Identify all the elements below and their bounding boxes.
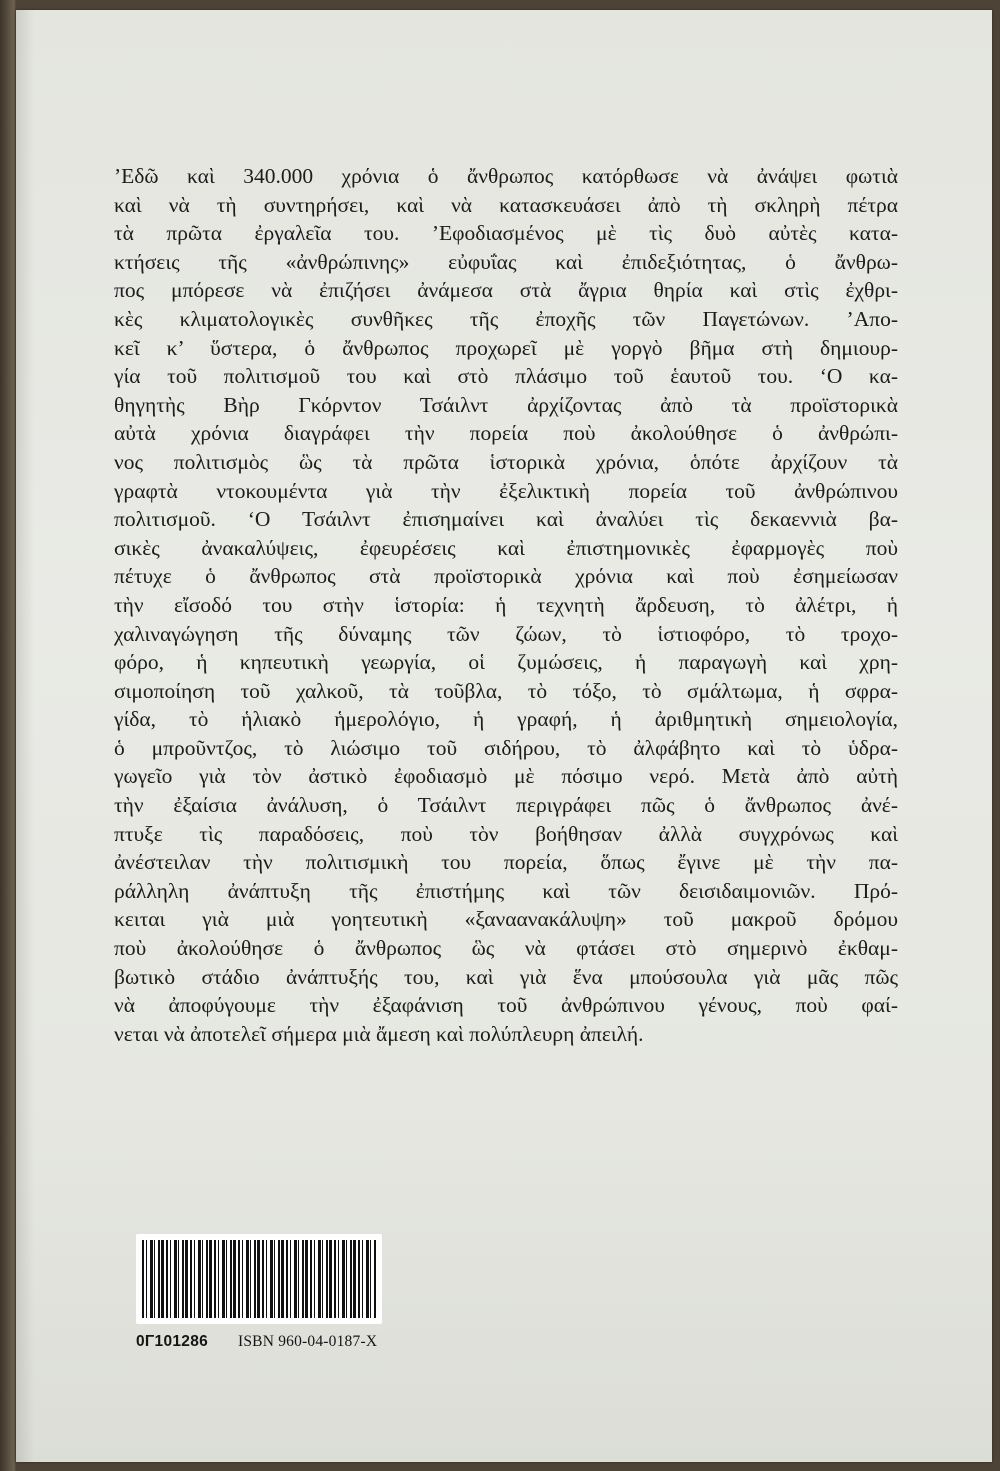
blurb-line: ’Εδῶ καὶ 340.000 χρόνια ὁ ἄνθρωπος κατόρθωσε νὰ ἀνάψει φωτιὰ — [114, 164, 898, 188]
blurb-line: κὲς κλιματολογικὲς συνθῆκες τῆς ἐποχῆς τῶν Παγετώνων. ’Απο- — [114, 306, 898, 331]
blurb-line: νὰ ἀποφύγουμε τὴν ἐξαφάνιση τοῦ ἀνθρώπινου γένους, ποὺ φαί- — [114, 993, 898, 1018]
blurb-line: γωγεῖο γιὰ τὸν ἀστικὸ ἐφοδιασμὸ μὲ πόσιμο νερό. Μετὰ ἀπὸ αὐτὴ — [114, 764, 898, 789]
blurb-line: τὴν εἴσοδό του στὴν ἱστορία: ἡ τεχνητὴ ἄρδευση, τὸ ἀλέτρι, ἡ — [114, 592, 898, 617]
blurb-line: αὐτὰ χρόνια διαγράφει τὴν πορεία ποὺ ἀκολούθησε ὁ ἀνθρώπι- — [114, 421, 898, 446]
barcode — [136, 1234, 382, 1324]
isbn-number: ISBN 960-04-0187-X — [238, 1333, 378, 1350]
blurb-line: χαλιναγώγηση τῆς δύναμης τῶν ζώων, τὸ ἱστιοφόρο, τὸ τροχο- — [114, 621, 898, 646]
blurb-line: κεῖ κ’ ὕστερα, ὁ ἄνθρωπος προχωρεῖ μὲ γοργὸ βῆμα στὴ δημιουρ- — [114, 335, 898, 360]
barcode-bars — [142, 1240, 376, 1318]
blurb-line: κτήσεις τῆς «ἀνθρώπινης» εὐφυΐας καὶ ἐπιδεξιότητας, ὁ ἄνθρω- — [114, 249, 898, 274]
blurb-text — [114, 162, 898, 1048]
blurb-line: πτυξε τὶς παραδόσεις, ποὺ τὸν βοήθησαν ἀλλὰ συγχρόνως καὶ — [114, 821, 898, 846]
blurb-line: ὁ μπροῦντζος, τὸ λιώσιμο τοῦ σιδήρου, τὸ ἀλφάβητο καὶ τὸ ὑδρα- — [114, 735, 898, 760]
blurb-line: τὴν ἐξαίσια ἀνάλυση, ὁ Τσάιλντ περιγράφει πῶς ὁ ἄνθρωπος ἀνέ- — [114, 793, 898, 818]
blurb-line: πος μπόρεσε νὰ ἐπιζήσει ἀνάμεσα στὰ ἄγρια θηρία καὶ στὶς ἐχθρι- — [114, 278, 898, 303]
blurb-line: νεται νὰ ἀποτελεῖ σήμερα μιὰ ἄμεση καὶ πολύπλευρη ἀπειλή. — [114, 1021, 644, 1046]
blurb-line: σιμοποίηση τοῦ χαλκοῦ, τὰ τοῦβλα, τὸ τόξο, τὸ σμάλτωμα, ἡ σφρα- — [114, 678, 898, 703]
blurb-line: γία τοῦ πολιτισμοῦ του καὶ στὸ πλάσιμο τοῦ ἑαυτοῦ του. ‘Ο κα- — [114, 364, 898, 389]
blurb-line: πέτυχε ὁ ἄνθρωπος στὰ προϊστορικὰ χρόνια καὶ ποὺ ἐσημείωσαν — [114, 564, 898, 589]
blurb-line: τὰ πρῶτα ἐργαλεῖα του. ’Εφοδιασμένος μὲ τὶς δυὸ αὐτὲς κατα- — [114, 221, 898, 246]
blurb-line: νος πολιτισμὸς ὣς τὰ πρῶτα ἱστορικὰ χρόνια, ὁπότε ἀρχίζουν τὰ — [114, 449, 898, 474]
isbn-row — [136, 1333, 426, 1359]
blurb-line: θηγητὴς Βὴρ Γκόρντον Τσάιλντ ἀρχίζοντας ἀπὸ τὰ προϊστορικὰ — [114, 392, 898, 417]
blurb-line: γίδα, τὸ ἡλιακὸ ἡμερολόγιο, ἡ γραφή, ἡ ἀριθμητικὴ σημειολογία, — [114, 707, 898, 732]
blurb-line: πολιτισμοῦ. ‘Ο Τσάιλντ ἐπισημαίνει καὶ ἀναλύει τὶς δεκαεννιὰ βα- — [114, 507, 898, 532]
blurb-line: φόρο, ἡ κηπευτικὴ γεωργία, οἱ ζυμώσεις, ἡ παραγωγὴ καὶ χρη- — [114, 650, 898, 675]
blurb-line: σικὲς ἀνακαλύψεις, ἐφευρέσεις καὶ ἐπιστημονικὲς ἐφαρμογὲς ποὺ — [114, 535, 898, 560]
blurb-line: γραφτὰ ντοκουμέντα γιὰ τὴν ἐξελικτικὴ πορεία τοῦ ἀνθρώπινου — [114, 478, 898, 503]
blurb-line: ποὺ ἀκολούθησε ὁ ἄνθρωπος ὣς νὰ φτάσει στὸ σημερινὸ ἐκθαμ- — [114, 936, 898, 961]
blurb-line: ἀνέστειλαν τὴν πολιτισμικὴ του πορεία, ὅπως ἔγινε μὲ τὴν πα- — [114, 850, 898, 875]
blurb-line: ράλληλη ἀνάπτυξη τῆς ἐπιστήμης καὶ τῶν δεισιδαιμονιῶν. Πρό- — [114, 878, 898, 903]
product-code: 0Γ101286 — [136, 1333, 209, 1350]
blurb-line: καὶ νὰ τὴ συντηρήσει, καὶ νὰ κατασκευάσει ἀπὸ τὴ σκληρὴ πέτρα — [114, 192, 898, 217]
blurb-line: κειται γιὰ μιὰ γοητευτικὴ «ξαναανακάλυψη» τοῦ μακροῦ δρόμου — [114, 907, 898, 932]
blurb-line: βωτικὸ στάδιο ἀνάπτυξής του, καὶ γιὰ ἕνα μπούσουλα γιὰ μᾶς πῶς — [114, 964, 898, 989]
